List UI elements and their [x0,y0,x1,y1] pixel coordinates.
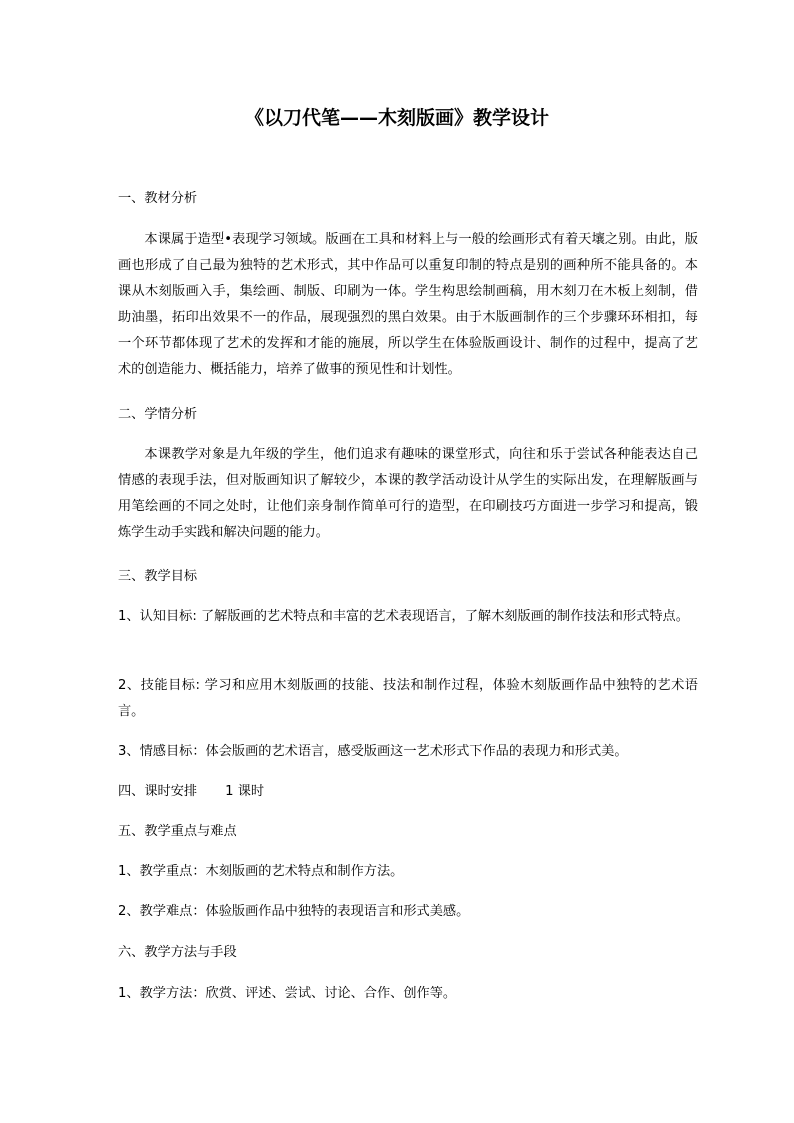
method-item: 1、教学方法：欣赏、评述、尝试、讨论、合作、创作等。 [118,986,457,1001]
key-point-item: 1、教学重点：木刻版画的艺术特点和制作方法。 [118,864,404,879]
goal-item-cognitive: 1、认知目标: 了解版画的艺术特点和丰富的艺术表现语言，了解木刻版画的制作技法和形式特点。 [118,609,689,624]
section-heading-schedule: 四、课时安排 [118,784,198,799]
difficulty-item: 2、教学难点：体验版画作品中独特的表现语言和形式美感。 [118,904,470,919]
section-heading-teaching-goals: 三、教学目标 [118,569,198,584]
section-heading-textbook-analysis: 一、教材分析 [118,191,198,206]
goal-item-emotional: 3、情感目标：体会版画的艺术语言，感受版画这一艺术形式下作品的表现力和形式美。 [118,744,628,759]
section-heading-student-analysis: 二、学情分析 [118,407,198,422]
schedule-value: 1 课时 [225,784,265,799]
section-paragraph-student-analysis: 本课教学对象是九年级的学生，他们追求有趣味的课堂形式，向往和乐于尝试各种能表达自己情感的表现手法，但对版画知识了解较少，本课的教学活动设计从学生的实际出发，在理解版画与用笔绘画的不同之处时，让他们亲身制作简单可行的造型，在印刷技巧方面进一步学习和提高，锻炼学生动手实践和解决问题的能力。 [118,447,698,540]
section-paragraph-textbook-analysis: 本课属于造型•表现学习领域。版画在工具和材料上与一般的绘画形式有着天壤之别。由此，版画也形成了自己最为独特的艺术形式，其中作品可以重复印制的特点是别的画种所不能具备的。本课从木刻版画入手，集绘画、制版、印刷为一体。学生构思绘制画稿，用木刻刀在木板上刻制，借助油墨，拓印出效果不一的作品，展现强烈的黑白效果。由于木版画制作的三个步骤环环相扣，每一个环节都体现了艺术的发挥和才能的施展，所以学生在体验版画设计、制作的过程中，提高了艺术的创造能力、概括能力，培养了做事的预见性和计划性。 [118,232,698,377]
section-heading-methods: 六、教学方法与手段 [118,945,237,960]
section-heading-key-points: 五、教学重点与难点 [118,824,237,839]
goal-item-skill: 2、技能目标: 学习和应用木刻版画的技能、技法和制作过程，体验木刻版画作品中独特的艺术语言。 [118,678,698,719]
section-schedule-row [118,779,698,805]
document-title: 《以刀代笔——木刻版画》教学设计 [244,107,549,129]
